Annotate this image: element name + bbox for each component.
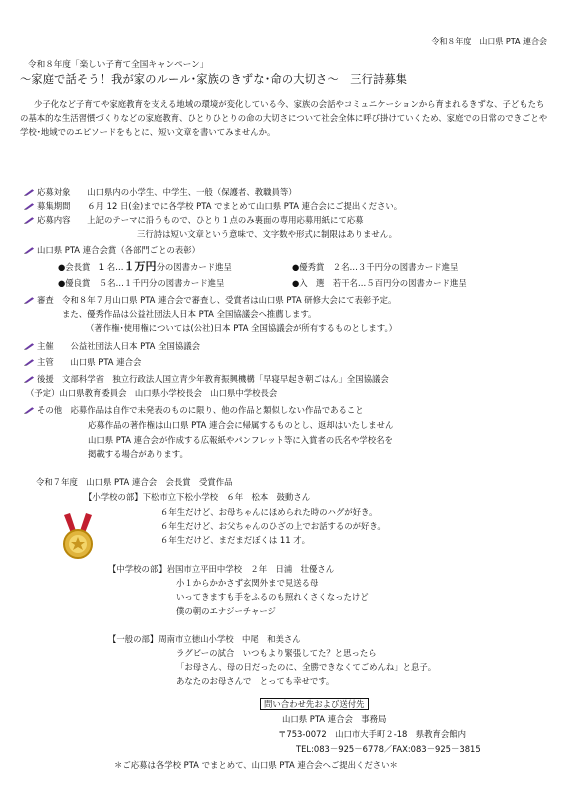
award-good: ●優良賞 ５名…１千円分の図書カード進呈: [58, 278, 225, 288]
review-value-3: （著作権･使用権については(公社)日本 PTA 全国協議会が所有するものとします。）: [86, 323, 398, 333]
elementary-heading: 【小学校の部】下松市立下松小学校 ６年 松本 鼓動さん: [84, 492, 311, 502]
footer-note: ＊ご応募は各学校 PTA でまとめて、山口県 PTA 連合会へご提出ください＊: [114, 760, 398, 770]
support-label: 後援: [37, 374, 54, 384]
host-label: 主催: [37, 341, 54, 351]
pen-icon: [24, 375, 35, 383]
support-row: [24, 372, 389, 386]
middle-line-2: いってきますも手をふるのも照れくさくなったけど: [176, 592, 369, 602]
campaign-subtitle: 令和８年度「楽しい子育て全国キャンペーン」: [28, 60, 209, 70]
contact-org: 山口県 PTA 連合会 事務局: [282, 714, 387, 724]
elementary-line-2: ６年生だけど、お父ちゃんのひざの上でお話するのが好き。: [160, 521, 386, 531]
elementary-line-3: ６年生だけど、まだまだぼくは 11 才。: [160, 535, 310, 545]
award-excellent: ●優秀賞 ２名…３千円分の図書カード進呈: [292, 262, 459, 272]
general-line-1: ラグビーの試合 いつもより緊張してた？と思ったら: [176, 648, 377, 658]
other-value: 応募作品は自作で未発表のものに限り、他の作品と類似しない作品であること: [70, 405, 364, 415]
intro-paragraph: 少子化など子育てや家庭教育を支える地域の環境が変化している今、家族の会話やコミュニケーションから育まれるきずな、子どもたちの基本的な生活習慣づくりなどの家庭教育、ひとりひとりの命の大切さについて社会全体に呼び掛けていくため、家庭での日常のできごとや学校･地域でのエピソードをもとに、短い文章を書いてみませんか。: [20, 99, 548, 138]
other-row: [24, 403, 364, 417]
pen-icon: [24, 216, 35, 224]
header-org: 令和８年度 山口県 PTA 連合会: [431, 37, 547, 46]
award-president: [58, 260, 232, 274]
pen-icon: [24, 406, 35, 414]
host-value: 公益社団法人日本 PTA 全国協議会: [70, 341, 200, 351]
host-row: [24, 339, 200, 353]
award-president-amount: １万円: [123, 260, 157, 273]
contact-tel: TEL:083－925－6778／FAX:083－925－3815: [296, 744, 481, 754]
manage-value: 山口県 PTA 連合会: [70, 357, 142, 367]
award-president-label: ●会長賞 1 名…: [58, 262, 124, 272]
pen-icon: [24, 202, 35, 210]
period-value: ６月 12 日(金)までに各学校 PTA でまとめて山口県 PTA 連合会にご提出ください。: [87, 201, 403, 211]
middle-heading: 【中学校の部】岩国市立平田中学校 ２年 日浦 壮優さん: [108, 564, 335, 574]
contact-box: [260, 697, 369, 711]
target-row: [24, 185, 297, 199]
manage-row: [24, 355, 141, 369]
contact-address: 〒753-0072 山口市大手町２-18 県教育会館内: [278, 729, 466, 739]
award-title-row: [24, 243, 200, 257]
content-value: 上記のテーマに沿うもので、ひとり１点のみ裏面の専用応募用紙にて応募: [87, 215, 364, 225]
content-value-2: 三行詩は短い文章という意味で、文字数や形式に制限はありません。: [137, 229, 397, 239]
content-label: 応募内容: [37, 215, 71, 225]
pen-icon: [24, 358, 35, 366]
contact-box-label: 問い合わせ先および送付先: [260, 698, 369, 710]
winners-heading: 令和７年度 山口県 PTA 連合会 会長賞 受賞作品: [36, 477, 233, 487]
review-row: [24, 293, 396, 307]
page-title: ～家庭で話そう！我が家のルール･家族のきずな･命の大切さ～ 三行詩募集: [20, 73, 408, 86]
award-president-text: 分の図書カード進呈: [156, 262, 232, 272]
review-value: 令和８年７月山口県 PTA 連合会で審査し、受賞者は山口県 PTA 研修大会にて表彰予定。: [62, 295, 397, 305]
general-heading: 【一般の部】周南市立徳山小学校 中尾 和美さん: [108, 634, 301, 644]
support-value: 文部科学省 独立行政法人国立青少年教育振興機構「早寝早起き朝ごはん」全国協議会: [62, 374, 389, 384]
target-value: 山口県内の小学生、中学生、一般（保護者、教職員等）: [87, 187, 297, 197]
award-title: 山口県 PTA 連合会賞（各部門ごとの表彰）: [37, 245, 200, 255]
period-row: [24, 199, 402, 213]
pen-icon: [24, 188, 35, 196]
other-value-3: 山口県 PTA 連合会が作成する広報紙やパンフレット等に入賞者の氏名や学校名を: [88, 435, 393, 445]
content-row: [24, 213, 363, 227]
manage-label: 主管: [37, 357, 54, 367]
award-selected: ●入 選 若干名…５百円分の図書カード進呈: [292, 278, 467, 288]
other-value-2: 応募作品の著作権は山口県 PTA 連合会に帰属するものとし、返却はいたしません: [88, 420, 394, 430]
period-label: 募集期間: [37, 201, 71, 211]
pen-icon: [24, 342, 35, 350]
pen-icon: [24, 296, 35, 304]
elementary-line-1: ６年生だけど、お母ちゃんにほめられた時のハグが好き。: [160, 507, 378, 517]
middle-line-3: 僕の朝のエナジーチャージ: [176, 606, 276, 616]
general-line-3: あなたのお母さんで とっても幸せです。: [176, 676, 335, 686]
pen-icon: [24, 246, 35, 254]
general-line-2: 「お母さん、母の日だったのに、全勝できなくてごめんね」と息子。: [176, 662, 437, 672]
middle-line-1: 小１からかかさず玄関外まで見送る母: [176, 578, 319, 588]
medal-icon: [53, 511, 103, 561]
review-label: 審査: [37, 295, 54, 305]
target-label: 応募対象: [37, 187, 71, 197]
support-plan: （予定）山口県教育委員会 山口県小学校長会 山口県中学校長会: [26, 388, 278, 398]
review-value-2: また、優秀作品は公益社団法人日本 PTA 全国協議会へ推薦します。: [62, 309, 317, 319]
other-value-4: 掲載する場合があります。: [88, 449, 188, 459]
other-label: その他: [37, 405, 63, 415]
